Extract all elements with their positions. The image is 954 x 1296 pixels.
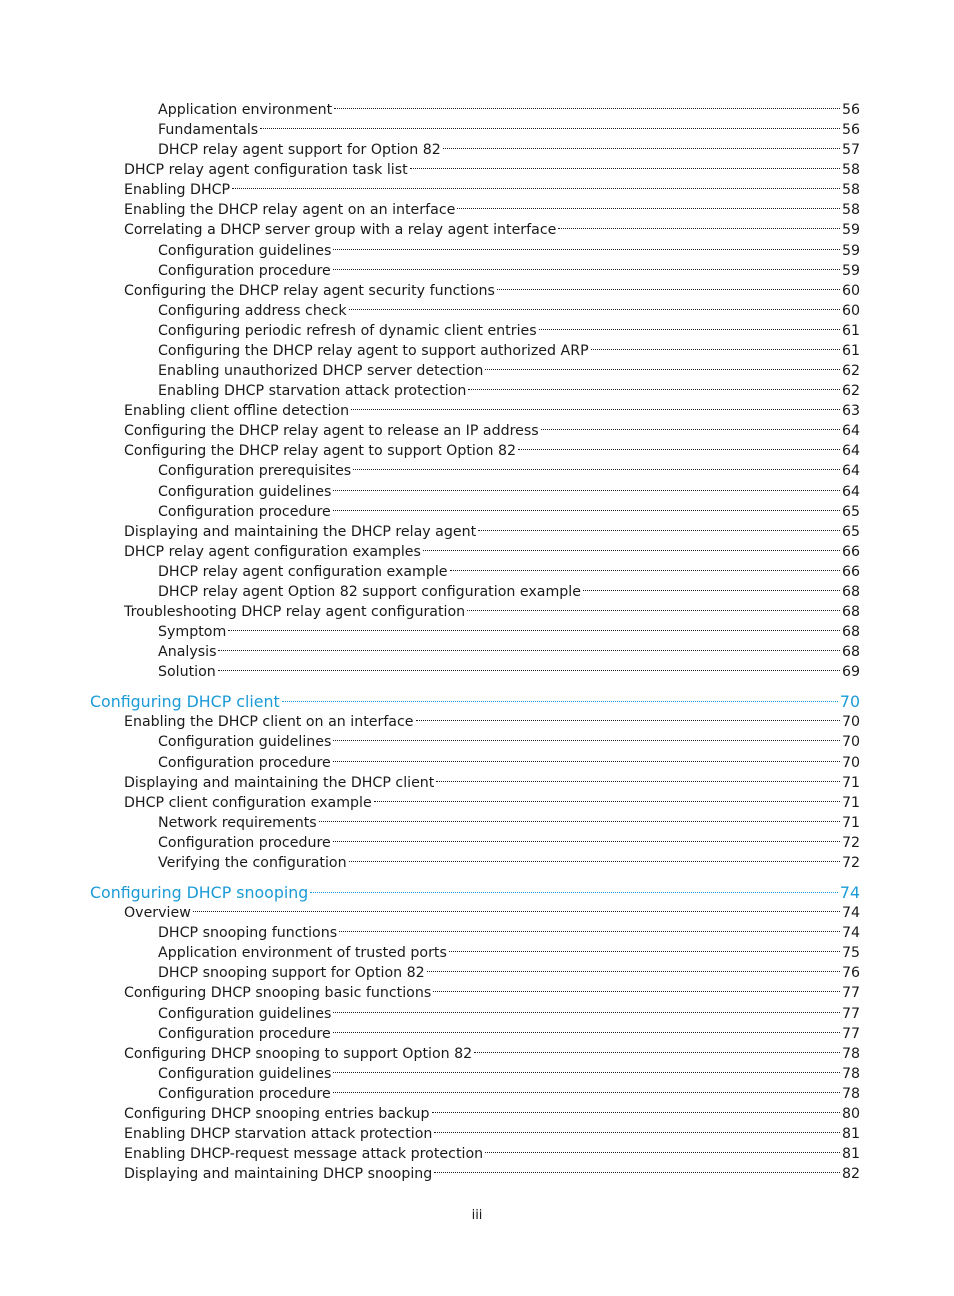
toc-entry-link[interactable]	[158, 361, 860, 381]
toc-entry-title: Configuring DHCP snooping to support Option 82	[124, 1045, 473, 1062]
toc-entry-link[interactable]	[158, 1084, 860, 1104]
toc-entry-page: 68	[841, 604, 860, 620]
toc-entry-page: 69	[841, 664, 860, 681]
toc-entry-link[interactable]	[124, 200, 860, 220]
toc-entry-title: Network requirements	[158, 814, 317, 831]
toc-entry-title: Enabling the DHCP client on an interface	[124, 714, 414, 731]
toc-entry-page: 72	[841, 834, 860, 851]
toc-entry-title: Enabling the DHCP relay agent on an interface	[124, 202, 456, 219]
toc-entry-page: 62	[841, 363, 860, 380]
toc-entry-title: DHCP client configuration example	[124, 794, 372, 811]
toc-entry-page: 77	[841, 985, 860, 1002]
toc-entry-page: 77	[841, 1025, 860, 1042]
toc-entry-page: 82	[841, 1166, 860, 1183]
dot-leader	[232, 188, 840, 189]
toc-entry-link[interactable]	[124, 421, 860, 441]
toc-entry-title: Configuring DHCP snooping entries backup	[124, 1105, 430, 1122]
toc-entry-title: Configuring DHCP client	[90, 692, 280, 712]
dot-leader	[541, 429, 840, 430]
toc-entry-title: DHCP relay agent configuration task list	[124, 162, 408, 179]
toc-entry-link[interactable]	[158, 833, 860, 853]
dot-leader	[518, 449, 840, 450]
toc-entry-link[interactable]	[124, 793, 860, 813]
toc-entry-title: Analysis	[158, 644, 217, 661]
toc-entry-title: Configuring DHCP snooping	[90, 883, 309, 903]
dot-leader	[333, 1092, 840, 1093]
toc-entry-page: 81	[841, 1126, 860, 1142]
toc-entry-link[interactable]	[124, 1144, 860, 1164]
toc-entry-link[interactable]	[158, 1064, 860, 1084]
toc-entry-link[interactable]	[158, 482, 860, 502]
toc-entry-title: Troubleshooting DHCP relay agent configuration	[124, 604, 466, 620]
dot-leader	[410, 168, 840, 169]
toc-entry-page: 70	[841, 754, 860, 771]
toc-entry-link[interactable]	[124, 712, 860, 732]
toc-entry-page: 64	[841, 483, 860, 500]
dot-leader	[349, 861, 840, 862]
toc-entry-link[interactable]	[158, 1024, 860, 1044]
dot-leader	[353, 469, 840, 470]
dot-leader	[333, 490, 840, 491]
dot-leader	[485, 1152, 840, 1153]
dot-leader	[333, 1012, 840, 1013]
dot-leader	[468, 389, 840, 390]
toc-entry-title: Application environment of trusted ports	[158, 945, 447, 962]
toc-entry-page: 58	[841, 202, 860, 219]
dot-leader	[333, 761, 840, 762]
toc-entry-link[interactable]	[124, 773, 860, 793]
dot-leader	[333, 269, 840, 270]
dot-leader	[333, 1072, 840, 1073]
dot-leader	[334, 108, 840, 109]
toc-entry-page: 81	[841, 1146, 860, 1163]
dot-leader	[193, 911, 840, 912]
toc-entry-link[interactable]	[158, 732, 860, 752]
toc-entry-page: 56	[841, 102, 860, 118]
toc-entry-link[interactable]	[124, 281, 860, 301]
toc-entry-link[interactable]	[158, 140, 860, 160]
toc-entry-link[interactable]	[158, 321, 860, 341]
toc-entry-link[interactable]	[158, 301, 860, 321]
page-number: iii	[471, 1208, 483, 1223]
toc-entry-link[interactable]	[124, 401, 860, 421]
dot-leader	[497, 289, 840, 290]
toc-entry-link[interactable]	[124, 542, 860, 562]
toc-entry-title: Configuring the DHCP relay agent to release an IP address	[124, 423, 539, 440]
toc-entry-link[interactable]	[158, 381, 860, 401]
dot-leader	[218, 670, 840, 671]
dot-leader	[583, 590, 840, 591]
toc-entry-page: 64	[841, 443, 860, 460]
toc-entry-title: DHCP snooping functions	[158, 925, 338, 942]
toc-entry-link[interactable]	[124, 903, 860, 923]
toc-entry-link[interactable]	[124, 1124, 860, 1144]
toc-entry-title: Configuration procedure	[158, 503, 331, 520]
dot-leader	[433, 991, 840, 992]
toc-entry-title: DHCP relay agent configuration examples	[124, 543, 421, 560]
toc-entry-page: 61	[841, 322, 860, 339]
toc-entry-link[interactable]	[158, 622, 860, 642]
toc-chapter-link[interactable]	[90, 883, 860, 903]
toc-entry-page: 64	[841, 463, 860, 480]
toc-entry-page: 76	[841, 965, 860, 982]
dot-leader	[218, 650, 839, 651]
toc-entry-title: Enabling DHCP-request message attack protection	[124, 1146, 484, 1163]
toc-entry-page: 71	[841, 794, 860, 811]
dot-leader	[319, 821, 840, 822]
toc-entry-page: 75	[841, 945, 860, 962]
toc-entry-title: Configuring the DHCP relay agent to support authorized ARP	[158, 342, 589, 359]
toc-entry-link[interactable]	[158, 923, 860, 943]
toc-entry-page: 58	[841, 182, 860, 199]
toc-entry-title: Configuring periodic refresh of dynamic client entries	[158, 322, 537, 339]
toc-entry-page: 70	[841, 714, 860, 731]
dot-leader	[436, 781, 840, 782]
toc-entry-page: 63	[841, 403, 860, 420]
toc-entry-link[interactable]	[158, 502, 860, 522]
toc-entry-link[interactable]	[158, 853, 860, 873]
toc-entry-page: 64	[841, 423, 860, 440]
dot-leader	[339, 931, 840, 932]
toc-entry-title: Enabling DHCP starvation attack protection	[124, 1126, 433, 1142]
toc-entry-page: 74	[841, 905, 860, 922]
toc-entry-link[interactable]	[158, 662, 860, 682]
dot-leader	[333, 740, 840, 741]
dot-leader	[333, 510, 840, 511]
toc-entry-page: 78	[841, 1045, 860, 1062]
toc-entry-link[interactable]	[158, 100, 860, 120]
toc-entry-link[interactable]	[158, 241, 860, 261]
dot-leader	[467, 610, 840, 611]
toc-entry-title: DHCP relay agent Option 82 support configuration example	[158, 583, 581, 600]
toc-entry-link[interactable]	[124, 522, 860, 542]
dot-leader	[333, 249, 840, 250]
dot-leader	[478, 530, 840, 531]
dot-leader	[450, 570, 840, 571]
dot-leader	[333, 841, 840, 842]
dot-leader	[310, 892, 838, 893]
toc-entry-title: Application environment	[158, 102, 333, 118]
dot-leader	[434, 1132, 840, 1133]
toc-entry-title: Symptom	[158, 624, 227, 641]
dot-leader	[591, 349, 840, 350]
toc-entry-title: Configuration procedure	[158, 754, 331, 771]
toc-entry-title: Configuration procedure	[158, 1025, 331, 1042]
toc-entry-page: 74	[839, 883, 860, 903]
toc-entry-page: 60	[841, 282, 860, 299]
toc-entry-page: 77	[841, 1005, 860, 1022]
dot-leader	[474, 1052, 840, 1053]
toc-entry-page: 71	[841, 814, 860, 831]
toc-entry-title: Configuration procedure	[158, 834, 331, 851]
toc-entry-link[interactable]	[158, 963, 860, 983]
dot-leader	[427, 971, 840, 972]
toc-entry-link[interactable]	[158, 753, 860, 773]
toc-entry-title: Configuration procedure	[158, 1085, 331, 1102]
dot-leader	[374, 801, 840, 802]
toc-chapter-link[interactable]	[90, 692, 860, 712]
toc-entry-link[interactable]	[124, 220, 860, 240]
toc-entry-title: Configuration prerequisites	[158, 463, 352, 480]
dot-leader	[423, 550, 840, 551]
toc-entry-page: 68	[841, 644, 860, 661]
toc-entry-page: 68	[841, 624, 860, 641]
toc-entry-page: 57	[841, 142, 860, 159]
toc-entry-link[interactable]	[158, 261, 860, 281]
toc-entry-link[interactable]	[158, 461, 860, 481]
dot-leader	[558, 228, 840, 229]
toc-entry-title: Correlating a DHCP server group with a relay agent interface	[124, 222, 557, 239]
toc-entry-page: 59	[841, 242, 860, 259]
toc-entry-title: Configuration procedure	[158, 262, 331, 279]
toc-entry-link[interactable]	[158, 562, 860, 582]
dot-leader	[432, 1112, 840, 1113]
toc-entry-title: Configuration guidelines	[158, 483, 332, 500]
toc-entry-link[interactable]	[124, 441, 860, 461]
toc-entry-page: 71	[841, 774, 860, 791]
toc-entry-link[interactable]	[124, 983, 860, 1003]
toc-entry-title: Enabling DHCP starvation attack protection	[158, 383, 467, 400]
toc-entry-title: Overview	[124, 905, 191, 922]
toc-entry-page: 66	[841, 563, 860, 580]
toc-entry-page: 68	[841, 583, 860, 600]
dot-leader	[485, 369, 840, 370]
dot-leader	[333, 1032, 840, 1033]
toc-entry-page: 60	[841, 302, 860, 319]
toc-entry-title: Configuration guidelines	[158, 1065, 332, 1082]
toc-entry-title: Fundamentals	[158, 122, 259, 139]
toc-entry-page: 80	[841, 1105, 860, 1122]
toc-entry-page: 58	[841, 162, 860, 179]
dot-leader	[351, 409, 840, 410]
toc-entry-title: Configuring the DHCP relay agent to support Option 82	[124, 443, 517, 460]
dot-leader	[434, 1172, 840, 1173]
toc-entry-link[interactable]	[158, 1004, 860, 1024]
toc-entry-page: 65	[841, 503, 860, 520]
toc-entry-link[interactable]	[158, 341, 860, 361]
toc-entry-page: 62	[841, 383, 860, 400]
toc-entry-title: Displaying and maintaining the DHCP client	[124, 774, 435, 791]
dot-leader	[449, 951, 840, 952]
toc-entry-link[interactable]	[158, 943, 860, 963]
toc-entry-title: Configuration guidelines	[158, 734, 332, 751]
toc-entry-title: DHCP relay agent support for Option 82	[158, 142, 441, 159]
toc-entry-page: 74	[841, 925, 860, 942]
toc-entry-page: 59	[841, 262, 860, 279]
toc-entry-page: 78	[841, 1065, 860, 1082]
toc-entry-page: 70	[839, 692, 860, 712]
toc-entry-title: Enabling client offline detection	[124, 403, 350, 420]
toc-entry-page: 70	[841, 734, 860, 751]
dot-leader	[282, 701, 838, 702]
dot-leader	[349, 309, 840, 310]
toc-entry-page: 72	[841, 854, 860, 871]
dot-leader	[228, 630, 840, 631]
toc-entry-title: Configuration guidelines	[158, 1005, 332, 1022]
toc-entry-page: 61	[841, 342, 860, 359]
dot-leader	[416, 720, 840, 721]
toc-entry-title: Configuring the DHCP relay agent security functions	[124, 282, 495, 299]
dot-leader	[539, 329, 840, 330]
toc-entry-link[interactable]	[124, 180, 860, 200]
toc-entry-title: Displaying and maintaining the DHCP relay agent	[124, 523, 477, 540]
toc-entry-title: Displaying and maintaining DHCP snooping	[124, 1166, 433, 1183]
toc-entry-title: Verifying the configuration	[158, 854, 347, 871]
toc-entry-page: 66	[841, 543, 860, 560]
toc-entry-link[interactable]	[124, 1164, 860, 1184]
toc-entry-page: 78	[841, 1085, 860, 1102]
toc-entry-title: Configuration guidelines	[158, 242, 332, 259]
toc-entry-title: Enabling unauthorized DHCP server detection	[158, 363, 484, 380]
toc-entry-link[interactable]	[124, 602, 860, 622]
toc-entry-page: 59	[841, 222, 860, 239]
toc-entry-link[interactable]	[124, 1104, 860, 1124]
toc-entry-title: DHCP relay agent configuration example	[158, 563, 448, 580]
toc-entry-title: Configuring DHCP snooping basic functions	[124, 985, 432, 1002]
toc-entry-link[interactable]	[158, 813, 860, 833]
toc-entry-title: Solution	[158, 664, 216, 681]
toc-entry-link[interactable]	[158, 120, 860, 140]
toc-entry-link[interactable]	[124, 1044, 860, 1064]
dot-leader	[260, 128, 840, 129]
toc-entry-link[interactable]	[158, 582, 860, 602]
toc-entry-page: 65	[841, 523, 860, 540]
toc-entry-link[interactable]	[124, 160, 860, 180]
dot-leader	[457, 208, 840, 209]
toc-entry-title: Enabling DHCP	[124, 182, 231, 199]
toc-entry-title: Configuring address check	[158, 302, 347, 319]
toc-entry-link[interactable]	[158, 642, 860, 662]
dot-leader	[443, 148, 840, 149]
toc-entry-title: DHCP snooping support for Option 82	[158, 965, 425, 982]
toc-entry-page: 56	[841, 122, 860, 139]
